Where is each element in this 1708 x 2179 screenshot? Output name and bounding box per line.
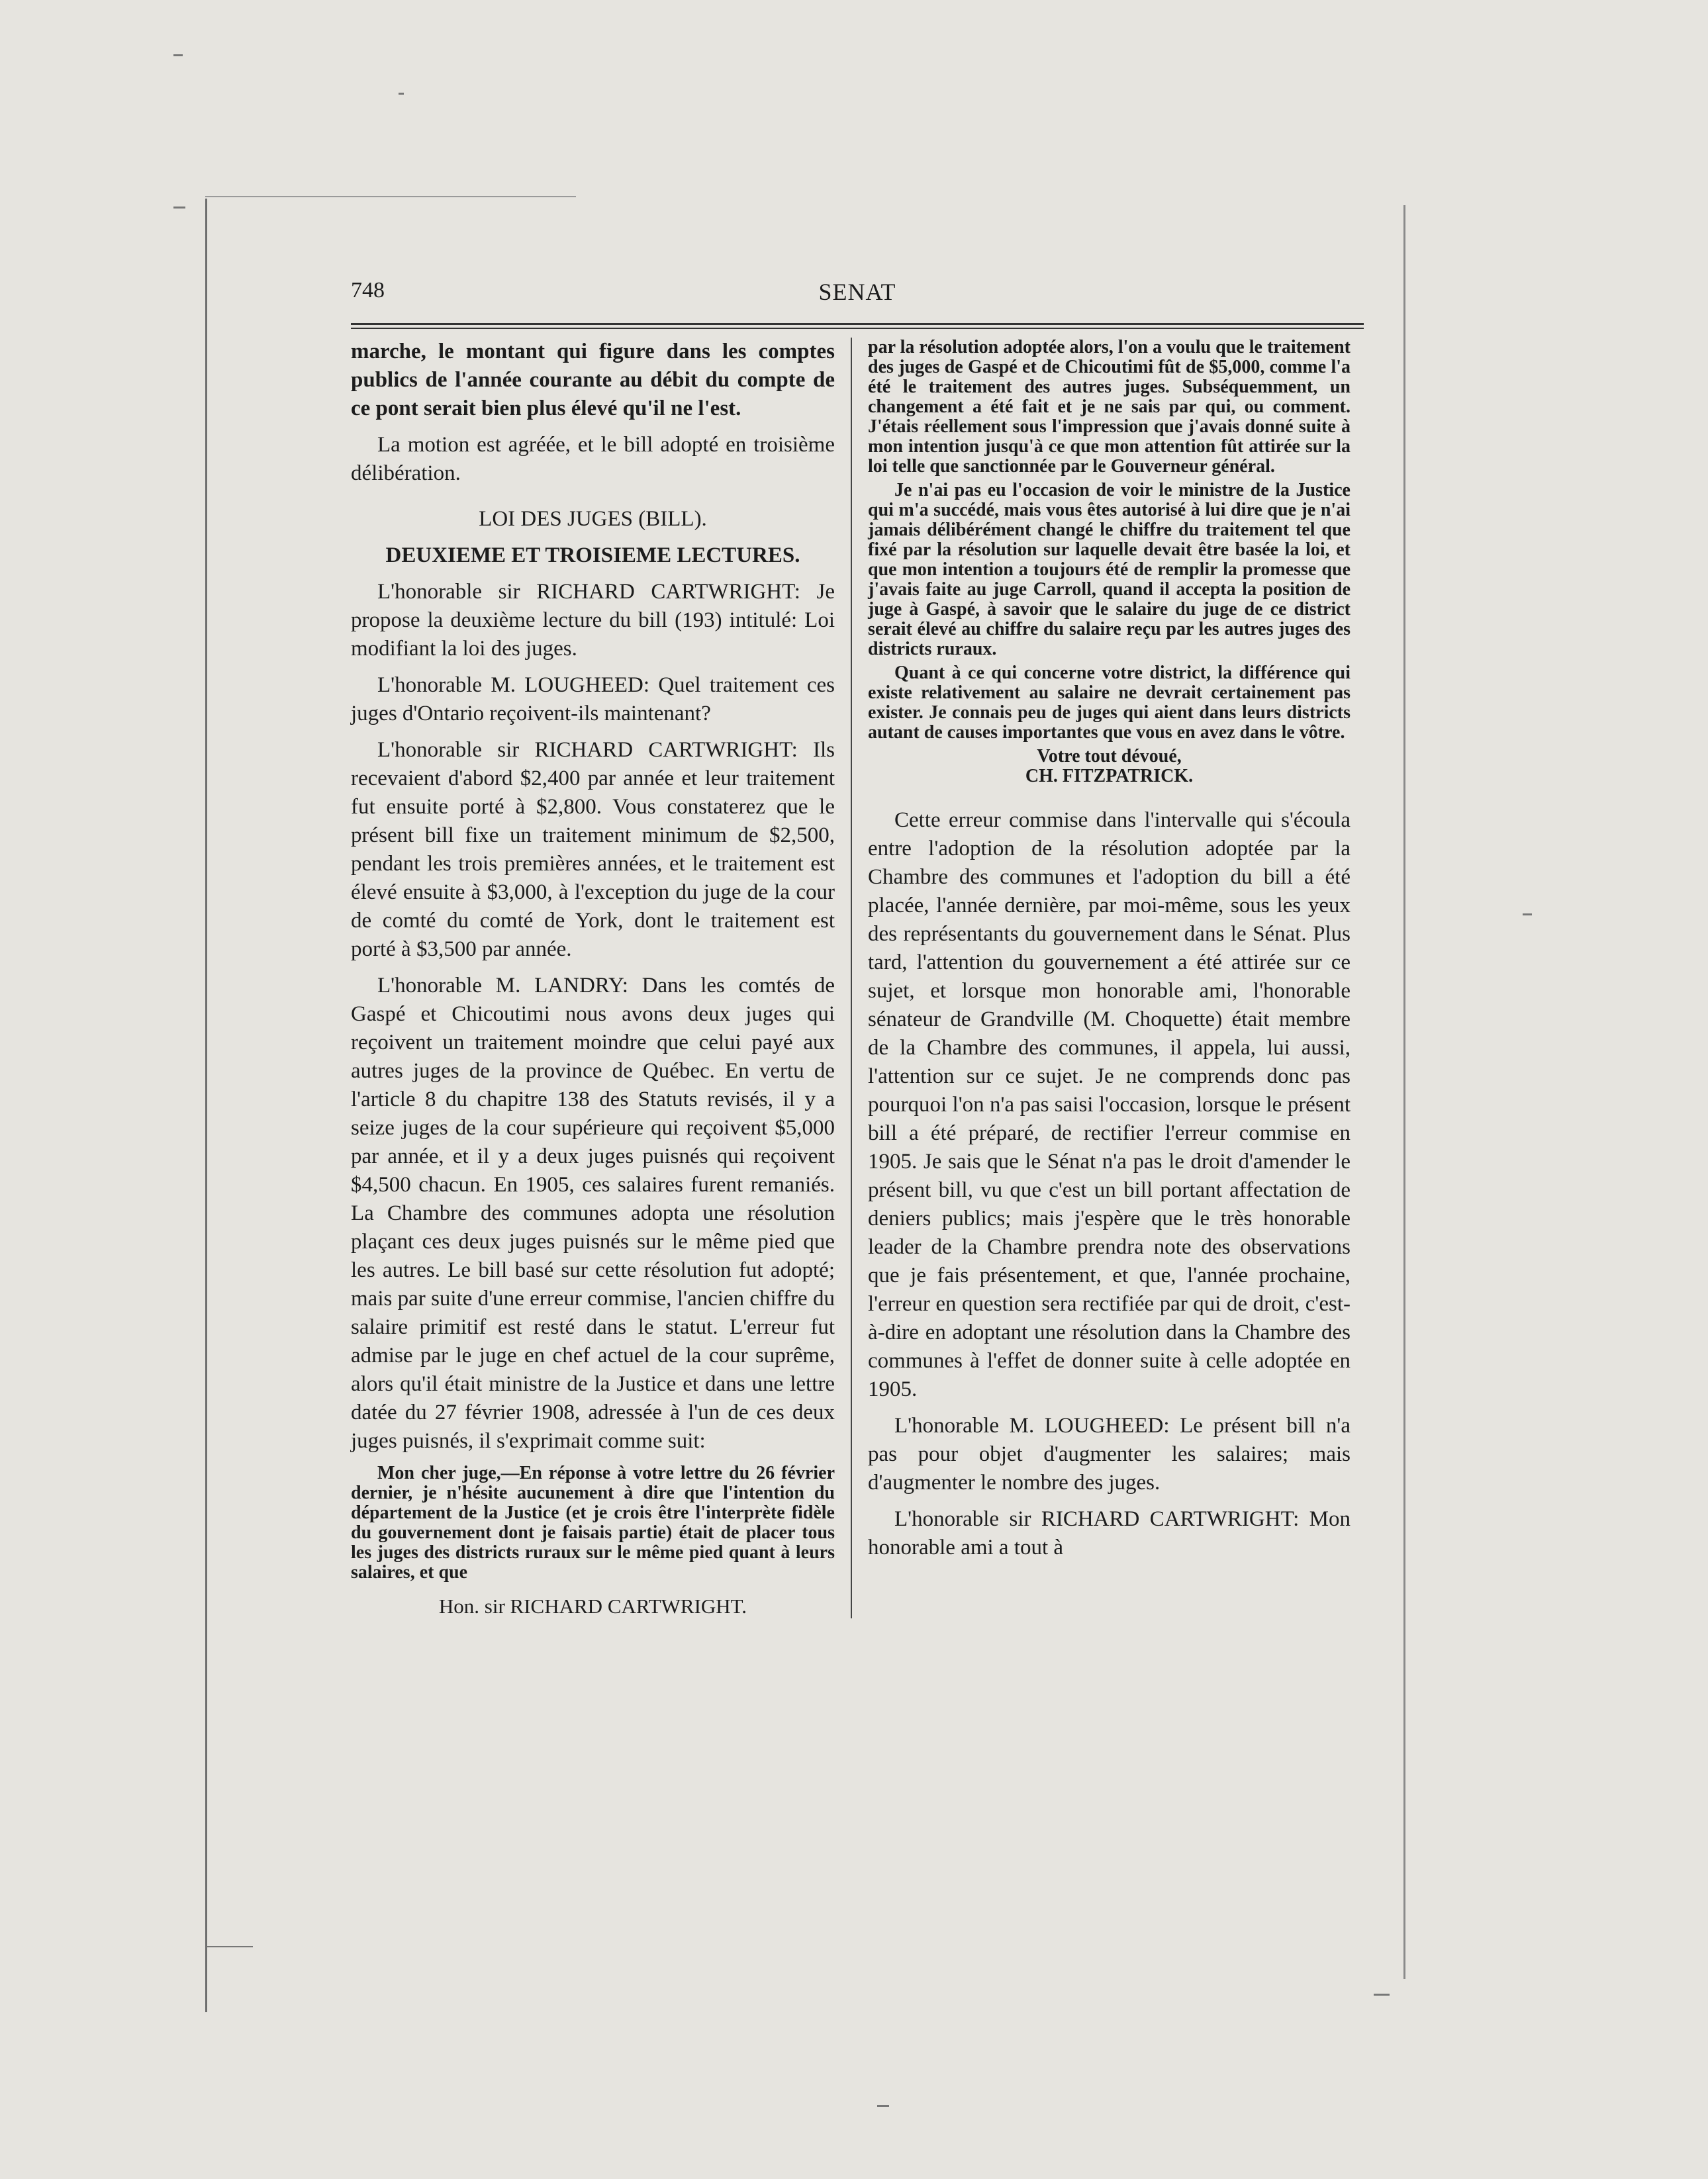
letter-quote: Quant à ce qui concerne votre district, la différence qui existe relativement au salaire ne devrait certainement pas exister. Je connais peu de juges qui aient dans leurs districts autant de causes importantes que vous en avez dans le vôtre. <box>868 663 1351 743</box>
section-subheading: DEUXIEME ET TROISIEME LECTURES. <box>385 543 800 567</box>
header-rule <box>351 323 1364 329</box>
paragraph: L'honorable sir RICHARD CARTWRIGHT: Je propose la deuxième lecture du bill (193) intitulé: Loi modifiant la loi des juges. <box>351 580 835 661</box>
paragraph: L'honorable sir RICHARD CARTWRIGHT: Ils recevaient d'abord $2,400 par année et leur traitement fut ensuite porté à $2,800. Vous constaterez que le présent bill fixe un traitement minimum de $2,500, pendant les trois premières années, et le traitement est élevé ensuite à $3,000, à l'exception du juge de la cour de comté du comté de York, dont le traitement est porté à $3,500 par année. <box>351 738 835 961</box>
page-number: 748 <box>351 278 385 302</box>
section-heading: LOI DES JUGES (BILL). <box>479 507 707 531</box>
scan-speck <box>1374 1994 1390 1996</box>
letter-closing: Votre tout dévoué, <box>1037 746 1182 766</box>
right-column <box>851 338 1351 1618</box>
scan-frame-top <box>205 196 576 197</box>
left-column <box>351 338 851 1618</box>
paragraph: Cette erreur commise dans l'intervalle qui s'écoula entre l'adoption de la résolution adoptée par la Chambre des communes et l'adoption du bill a été placée, l'année dernière, par moi-même, sous les yeux des représentants du gouvernement dans le Sénat. Plus tard, l'attention du gouvernement a été attirée sur ce sujet, et lorsque mon honorable ami, l'honorable sénateur de Grandville (M. Choquette) était membre de la Chambre des communes, il appela, lui aussi, l'attention sur ce sujet. Je ne comprends donc pas pourquoi l'on n'a pas saisi l'occasion, lorsque le présent bill a été préparé, de rectifier l'erreur commise en 1905. Je sais que le Sénat n'a pas le droit d'amender le présent bill, vu que c'est un bill portant affectation de deniers publics; mais j'espère que le très honorable leader de la Chambre prendra note des observations que je fais présentement, et que, l'année prochaine, l'erreur en question sera rectifiée par qui de droit, c'est-à-dire en adoptant une résolution dans la Chambre des communes à l'effet de donner suite à celle adoptée en 1905. <box>868 808 1351 1401</box>
scan-speck <box>207 1946 253 1947</box>
text-columns <box>351 338 1364 1618</box>
scan-speck <box>1523 913 1532 915</box>
letter-signature: CH. FITZPATRICK. <box>1025 766 1194 786</box>
document-page <box>351 271 1364 1926</box>
letter-quote: Je n'ai pas eu l'occasion de voir le ministre de la Justice qui m'a succédé, mais vous êtes autorisé à lui dire que je n'ai jamais délibérément changé le chiffre du traitement tel que fixé par la résolution sur laquelle devait être basée la loi, et que mon intention a toujours été de remplir la promesse que j'avais faite au juge Carroll, quand il accepta la position de juge à Gaspé, à savoir que le salaire du juge de ce district serait élevé au chiffre du salaire reçu par les autres juges des districts ruraux. <box>868 480 1351 659</box>
paragraph: L'honorable sir RICHARD CARTWRIGHT: Mon honorable ami a tout à <box>868 1507 1351 1559</box>
scan-speck <box>399 93 404 95</box>
letter-quote: par la résolution adoptée alors, l'on a voulu que le traitement des juges de Gaspé et de Chicoutimi fût de $5,000, comme l'a été le traitement des autres juges. Subséquemment, un changement a été fait et je ne sais par qui, ou comment. J'étais réellement sous l'impression que j'avais donné suite à mon intention jusqu'à ce que mon attention fût attirée sur la loi telle que sanctionnée par le Gouverneur général. <box>868 337 1351 477</box>
page-header <box>351 271 1364 318</box>
letter-quote: Mon cher juge,—En réponse à votre lettre du 26 février dernier, je n'hésite aucunement à dire que l'intention du département de la Justice (et je crois être l'interprète fidèle du gouvernement dont je faisais partie) était de placer tous les juges des districts ruraux sur le même pied quant à leurs salaires, et que <box>351 1463 835 1583</box>
scan-speck <box>877 2105 889 2107</box>
page-title: SENAT <box>818 279 896 305</box>
paragraph: marche, le montant qui figure dans les comptes publics de l'année courante au débit du compte de ce pont serait bien plus élevé qu'il ne l'est. <box>351 340 835 420</box>
scan-speck <box>173 54 183 56</box>
paragraph: L'honorable M. LANDRY: Dans les comtés de Gaspé et Chicoutimi nous avons deux juges qui reçoivent un traitement moindre que celui payé aux autres juges de la province de Québec. En vertu de l'article 8 du chapitre 138 des Statuts revisés, il y a seize juges de la cour supérieure qui reçoivent $5,000 par année, et il y a deux juges puisnés qui reçoivent $4,500 chacun. En 1905, ces salaires furent remaniés. La Chambre des communes adopta une résolution plaçant ces deux juges puisnés sur le même pied que les autres. Le bill basé sur cette résolution fut adopté; mais par suite d'une erreur commise, l'ancien chiffre du salaire primitif est resté dans le statut. L'erreur fut admise par le juge en chef actuel de la cour suprême, alors qu'il était ministre de la Justice et dans une lettre datée du 27 février 1908, adressée à l'un de ces deux juges puisnés, il s'exprimait comme suit: <box>351 974 835 1453</box>
paragraph: L'honorable M. LOUGHEED: Le présent bill n'a pas pour objet d'augmenter les salaires; mais d'augmenter le nombre des juges. <box>868 1414 1351 1495</box>
scan-speck <box>173 207 185 209</box>
paragraph: La motion est agréée, et le bill adopté en troisième délibération. <box>351 433 835 485</box>
page-footer: Hon. sir RICHARD CARTWRIGHT. <box>438 1595 747 1618</box>
scan-frame-left <box>205 199 207 2012</box>
scan-frame-right <box>1403 205 1405 1979</box>
paragraph: L'honorable M. LOUGHEED: Quel traitement ces juges d'Ontario reçoivent-ils maintenant? <box>351 673 835 725</box>
